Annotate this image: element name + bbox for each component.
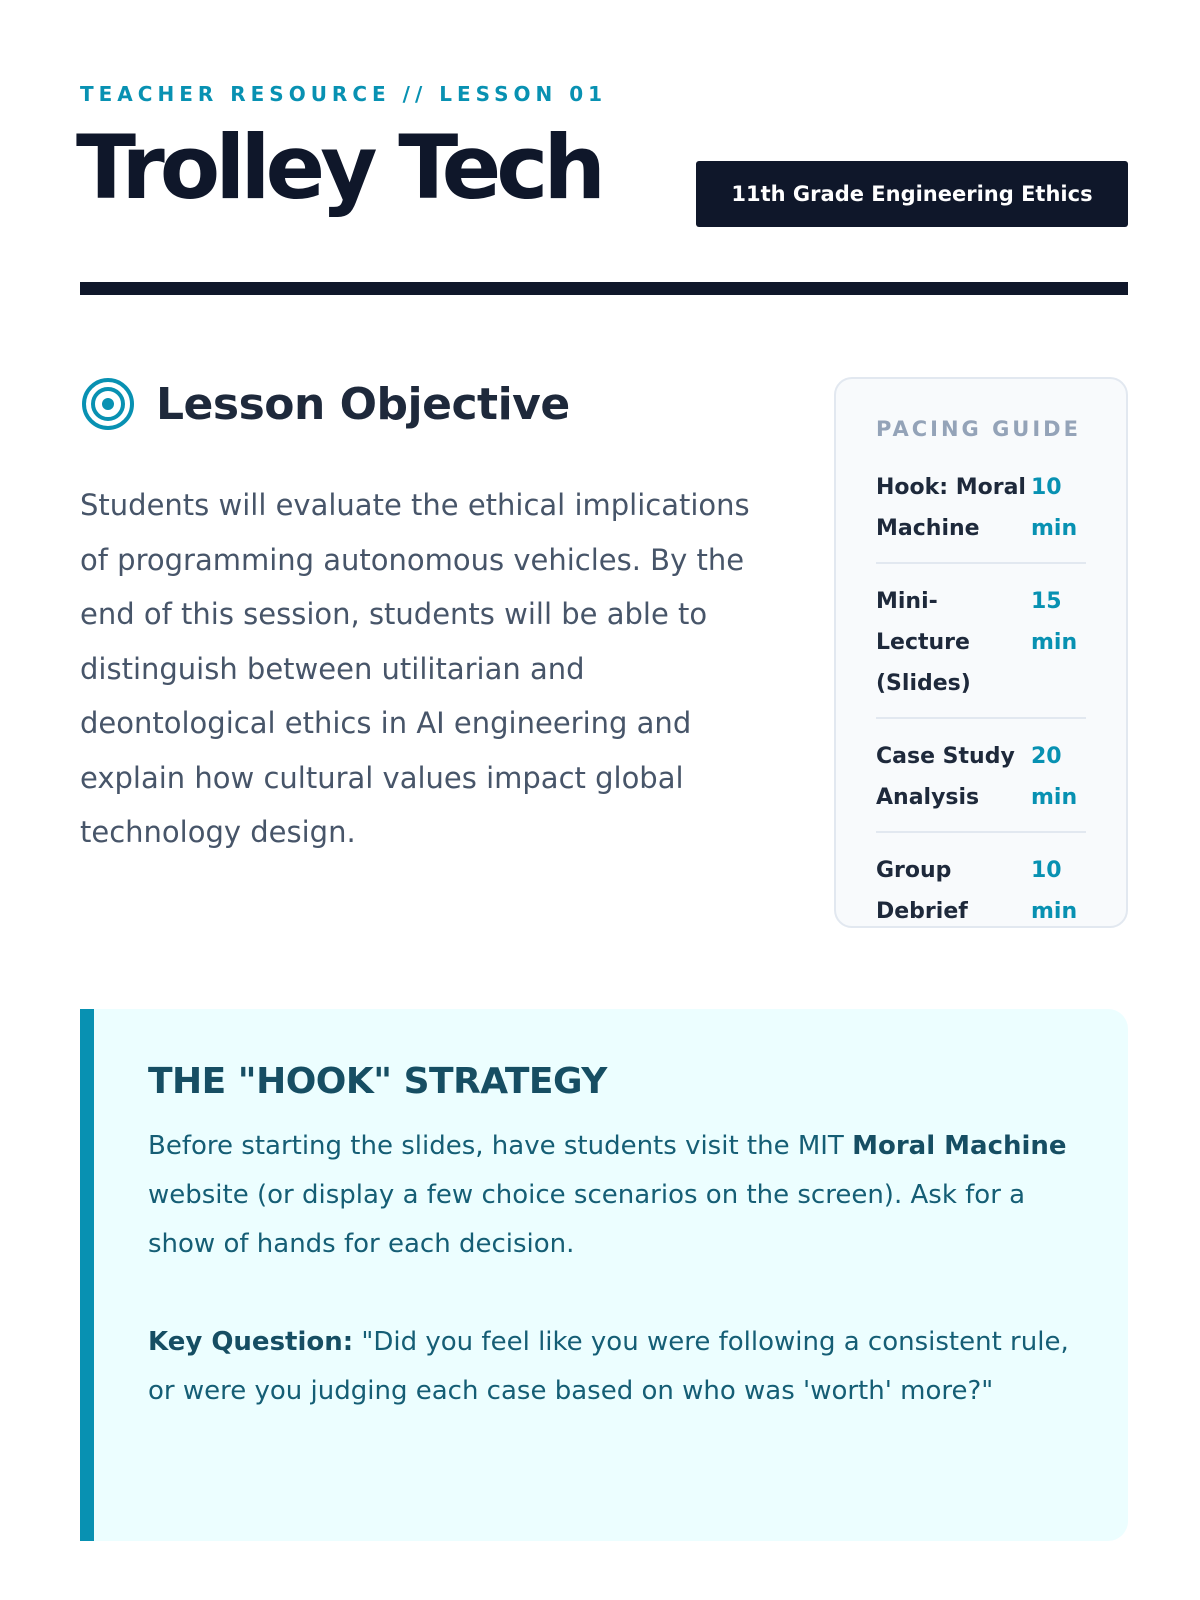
pacing-time: 20 min: [1031, 744, 1078, 810]
pacing-row: [876, 467, 1086, 564]
pacing-activity: Hook: Moral Machine: [876, 475, 1026, 541]
page-title: Trolley Tech: [76, 116, 602, 219]
pacing-time: 10 min: [1031, 475, 1078, 541]
header-divider: [80, 282, 1128, 295]
objective-title: Lesson Objective: [156, 378, 570, 430]
hook-intro-end: website (or display a few choice scenarios on the screen). Ask for a show of hands for each decision.: [148, 1180, 1026, 1259]
hook-strategy-callout: [80, 1009, 1128, 1541]
key-question: [148, 1318, 1078, 1416]
pacing-row: [876, 736, 1086, 833]
key-question-label: Key Question:: [148, 1327, 354, 1357]
pacing-row: [876, 850, 1086, 945]
pacing-time: 10 min: [1031, 858, 1078, 924]
objective-heading: [80, 376, 570, 432]
pacing-time: 15 min: [1031, 589, 1078, 655]
hook-title: THE "HOOK" STRATEGY: [148, 1061, 607, 1102]
pacing-guide-card: [834, 377, 1128, 928]
pacing-activity: Mini-Lecture (Slides): [876, 589, 971, 696]
target-icon: [80, 376, 136, 432]
key-question-text: "Did you feel like you were following a consistent rule, or were you judging each case based on who was 'worth' more?": [148, 1327, 1069, 1406]
pacing-row: [876, 581, 1086, 719]
pacing-activity: Group Debrief: [876, 858, 968, 924]
pacing-activity: Case Study Analysis: [876, 744, 1015, 810]
eyebrow-label: TEACHER RESOURCE // LESSON 01: [80, 82, 608, 106]
pacing-guide-label: PACING GUIDE: [876, 417, 1081, 441]
hook-intro-start: Before starting the slides, have students visit the MIT: [148, 1131, 853, 1161]
moral-machine-name: Moral Machine: [852, 1131, 1067, 1161]
hook-intro: [148, 1122, 1078, 1269]
grade-badge: 11th Grade Engineering Ethics: [696, 161, 1128, 227]
objective-text: Students will evaluate the ethical implications of programming autonomous vehicles. By the end of this session, students will be able to distinguish between utilitarian and deontological ethics in AI engineering and explain how cultural values impact global technology design.: [80, 488, 750, 849]
